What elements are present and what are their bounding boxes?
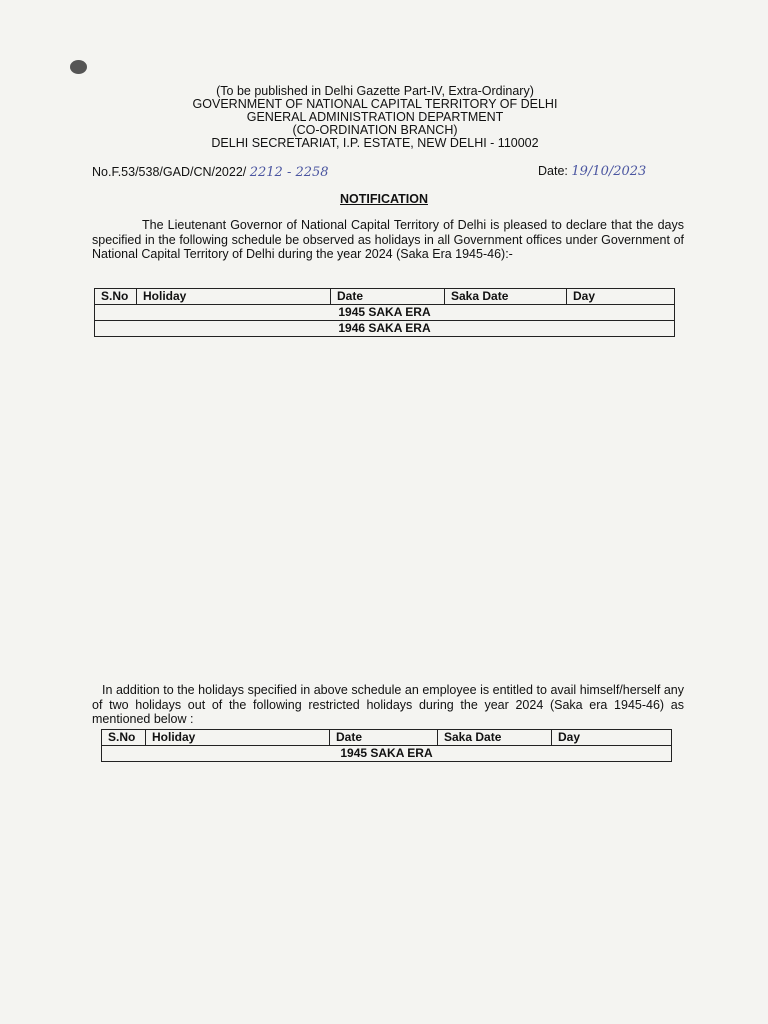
col-sno: S.No [102,730,146,746]
punch-hole [70,60,87,74]
col-date: Date [330,730,438,746]
era-row: 1945 SAKA ERA [95,305,675,321]
col-day: Day [567,289,675,305]
dept-title: GENERAL ADMINISTRATION DEPARTMENT [246,110,504,124]
col-saka-date: Saka Date [438,730,552,746]
restricted-holidays-table [101,729,672,762]
branch-title: (CO-ORDINATION BRANCH) [292,123,458,137]
notification-title: NOTIFICATION [340,192,428,206]
era-row: 1945 SAKA ERA [102,746,672,762]
col-holiday: Holiday [146,730,330,746]
col-holiday: Holiday [137,289,331,305]
restricted-paragraph: In addition to the holidays specified in above schedule an employee is entitled to avail himself/herself any of two holidays out of the following restricted holidays during the year 2024 (Saka era 1945-46) as mentioned below : [92,683,684,726]
holidays-table [94,288,675,337]
col-sno: S.No [95,289,137,305]
file-number: No.F.53/538/GAD/CN/2022/ [92,165,247,179]
date-label: Date: [538,164,568,178]
gazette-note: (To be published in Delhi Gazette Part-IV, Extra-Ordinary) [216,84,534,98]
handwritten-date: 19/10/2023 [571,164,647,179]
gov-title: GOVERNMENT OF NATIONAL CAPITAL TERRITORY OF DELHI [192,97,558,111]
date-line [538,164,646,179]
address: DELHI SECRETARIAT, I.P. ESTATE, NEW DELHI - 110002 [211,136,539,150]
table-header-row [95,289,675,305]
col-date: Date [331,289,445,305]
handwritten-number: 2212 - 2258 [249,165,329,180]
intro-paragraph: The Lieutenant Governor of National Capital Territory of Delhi is pleased to declare that the days specified in the following schedule be observed as holidays in all Government offices under Government of National Capital Territory of Delhi during the year 2024 (Saka Era 1945-46):- [92,218,684,261]
col-day: Day [552,730,672,746]
table-header-row [102,730,672,746]
era-row: 1946 SAKA ERA [95,321,675,337]
col-saka-date: Saka Date [445,289,567,305]
